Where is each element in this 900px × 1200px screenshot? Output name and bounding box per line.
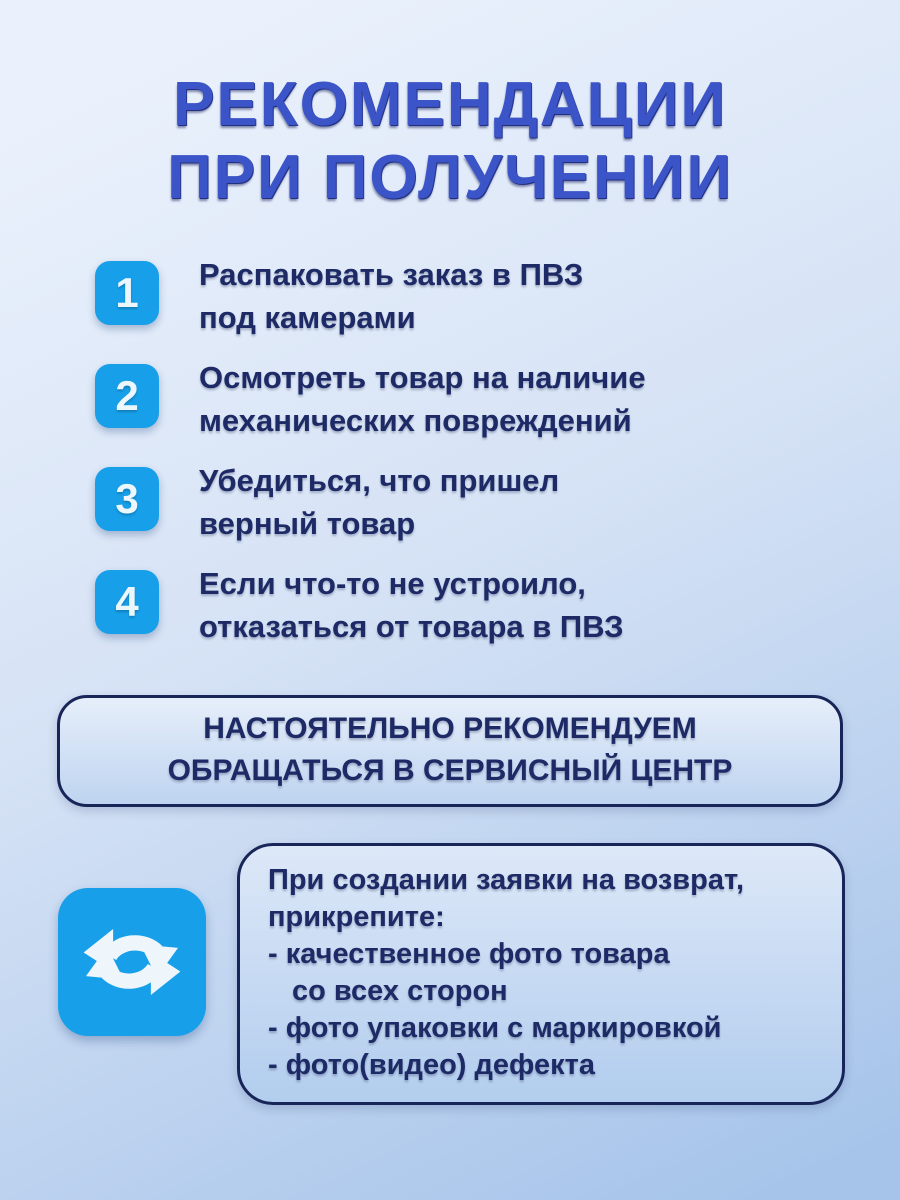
step-4-line-2: отказаться от товара в ПВЗ bbox=[199, 609, 624, 644]
step-3-text bbox=[199, 459, 559, 545]
step-4-number-badge bbox=[95, 570, 159, 634]
step-4-text bbox=[199, 562, 624, 648]
step-item-1 bbox=[95, 253, 900, 339]
page-title bbox=[0, 68, 900, 214]
step-2-text bbox=[199, 356, 646, 442]
step-2-line-1: Осмотреть товар на наличие bbox=[199, 360, 646, 395]
exchange-arrows-icon bbox=[58, 888, 206, 1036]
return-item-3: - фото(видео) дефекта bbox=[268, 1049, 596, 1081]
return-line-1: При создании заявки на возврат, bbox=[268, 864, 745, 896]
return-line-2: прикрепите: bbox=[268, 901, 445, 933]
step-item-2 bbox=[95, 356, 900, 442]
title-line-2: ПРИ ПОЛУЧЕНИИ bbox=[167, 143, 733, 212]
step-2-line-2: механических повреждений bbox=[199, 403, 632, 438]
step-3-number-badge bbox=[95, 467, 159, 531]
step-1-number-badge bbox=[95, 261, 159, 325]
step-1-line-2: под камерами bbox=[199, 300, 416, 335]
step-1-text bbox=[199, 253, 583, 339]
step-3-line-2: верный товар bbox=[199, 506, 416, 541]
service-center-line-1: НАСТОЯТЕЛЬНО РЕКОМЕНДУЕМ bbox=[203, 712, 697, 745]
service-center-line-2: ОБРАЩАТЬСЯ В СЕРВИСНЫЙ ЦЕНТР bbox=[167, 754, 733, 787]
service-center-banner bbox=[57, 695, 843, 807]
step-3-line-1: Убедиться, что пришел bbox=[199, 463, 560, 498]
step-1-line-1: Распаковать заказ в ПВЗ bbox=[199, 257, 584, 292]
step-item-4 bbox=[95, 562, 900, 648]
return-item-2: - фото упаковки с маркировкой bbox=[268, 1012, 722, 1044]
step-4-number: 4 bbox=[115, 578, 139, 625]
steps-list bbox=[95, 253, 900, 648]
return-instructions-box bbox=[237, 843, 845, 1105]
return-section bbox=[58, 843, 900, 1105]
return-item-1: - качественное фото товара bbox=[268, 938, 670, 970]
return-item-1-continued: со всех сторон bbox=[292, 975, 508, 1007]
step-2-number: 2 bbox=[115, 372, 139, 419]
step-2-number-badge bbox=[95, 364, 159, 428]
title-line-1: РЕКОМЕНДАЦИИ bbox=[173, 70, 727, 139]
step-4-line-1: Если что-то не устроило, bbox=[199, 566, 586, 601]
step-3-number: 3 bbox=[115, 475, 139, 522]
step-item-3 bbox=[95, 459, 900, 545]
step-1-number: 1 bbox=[115, 269, 139, 316]
